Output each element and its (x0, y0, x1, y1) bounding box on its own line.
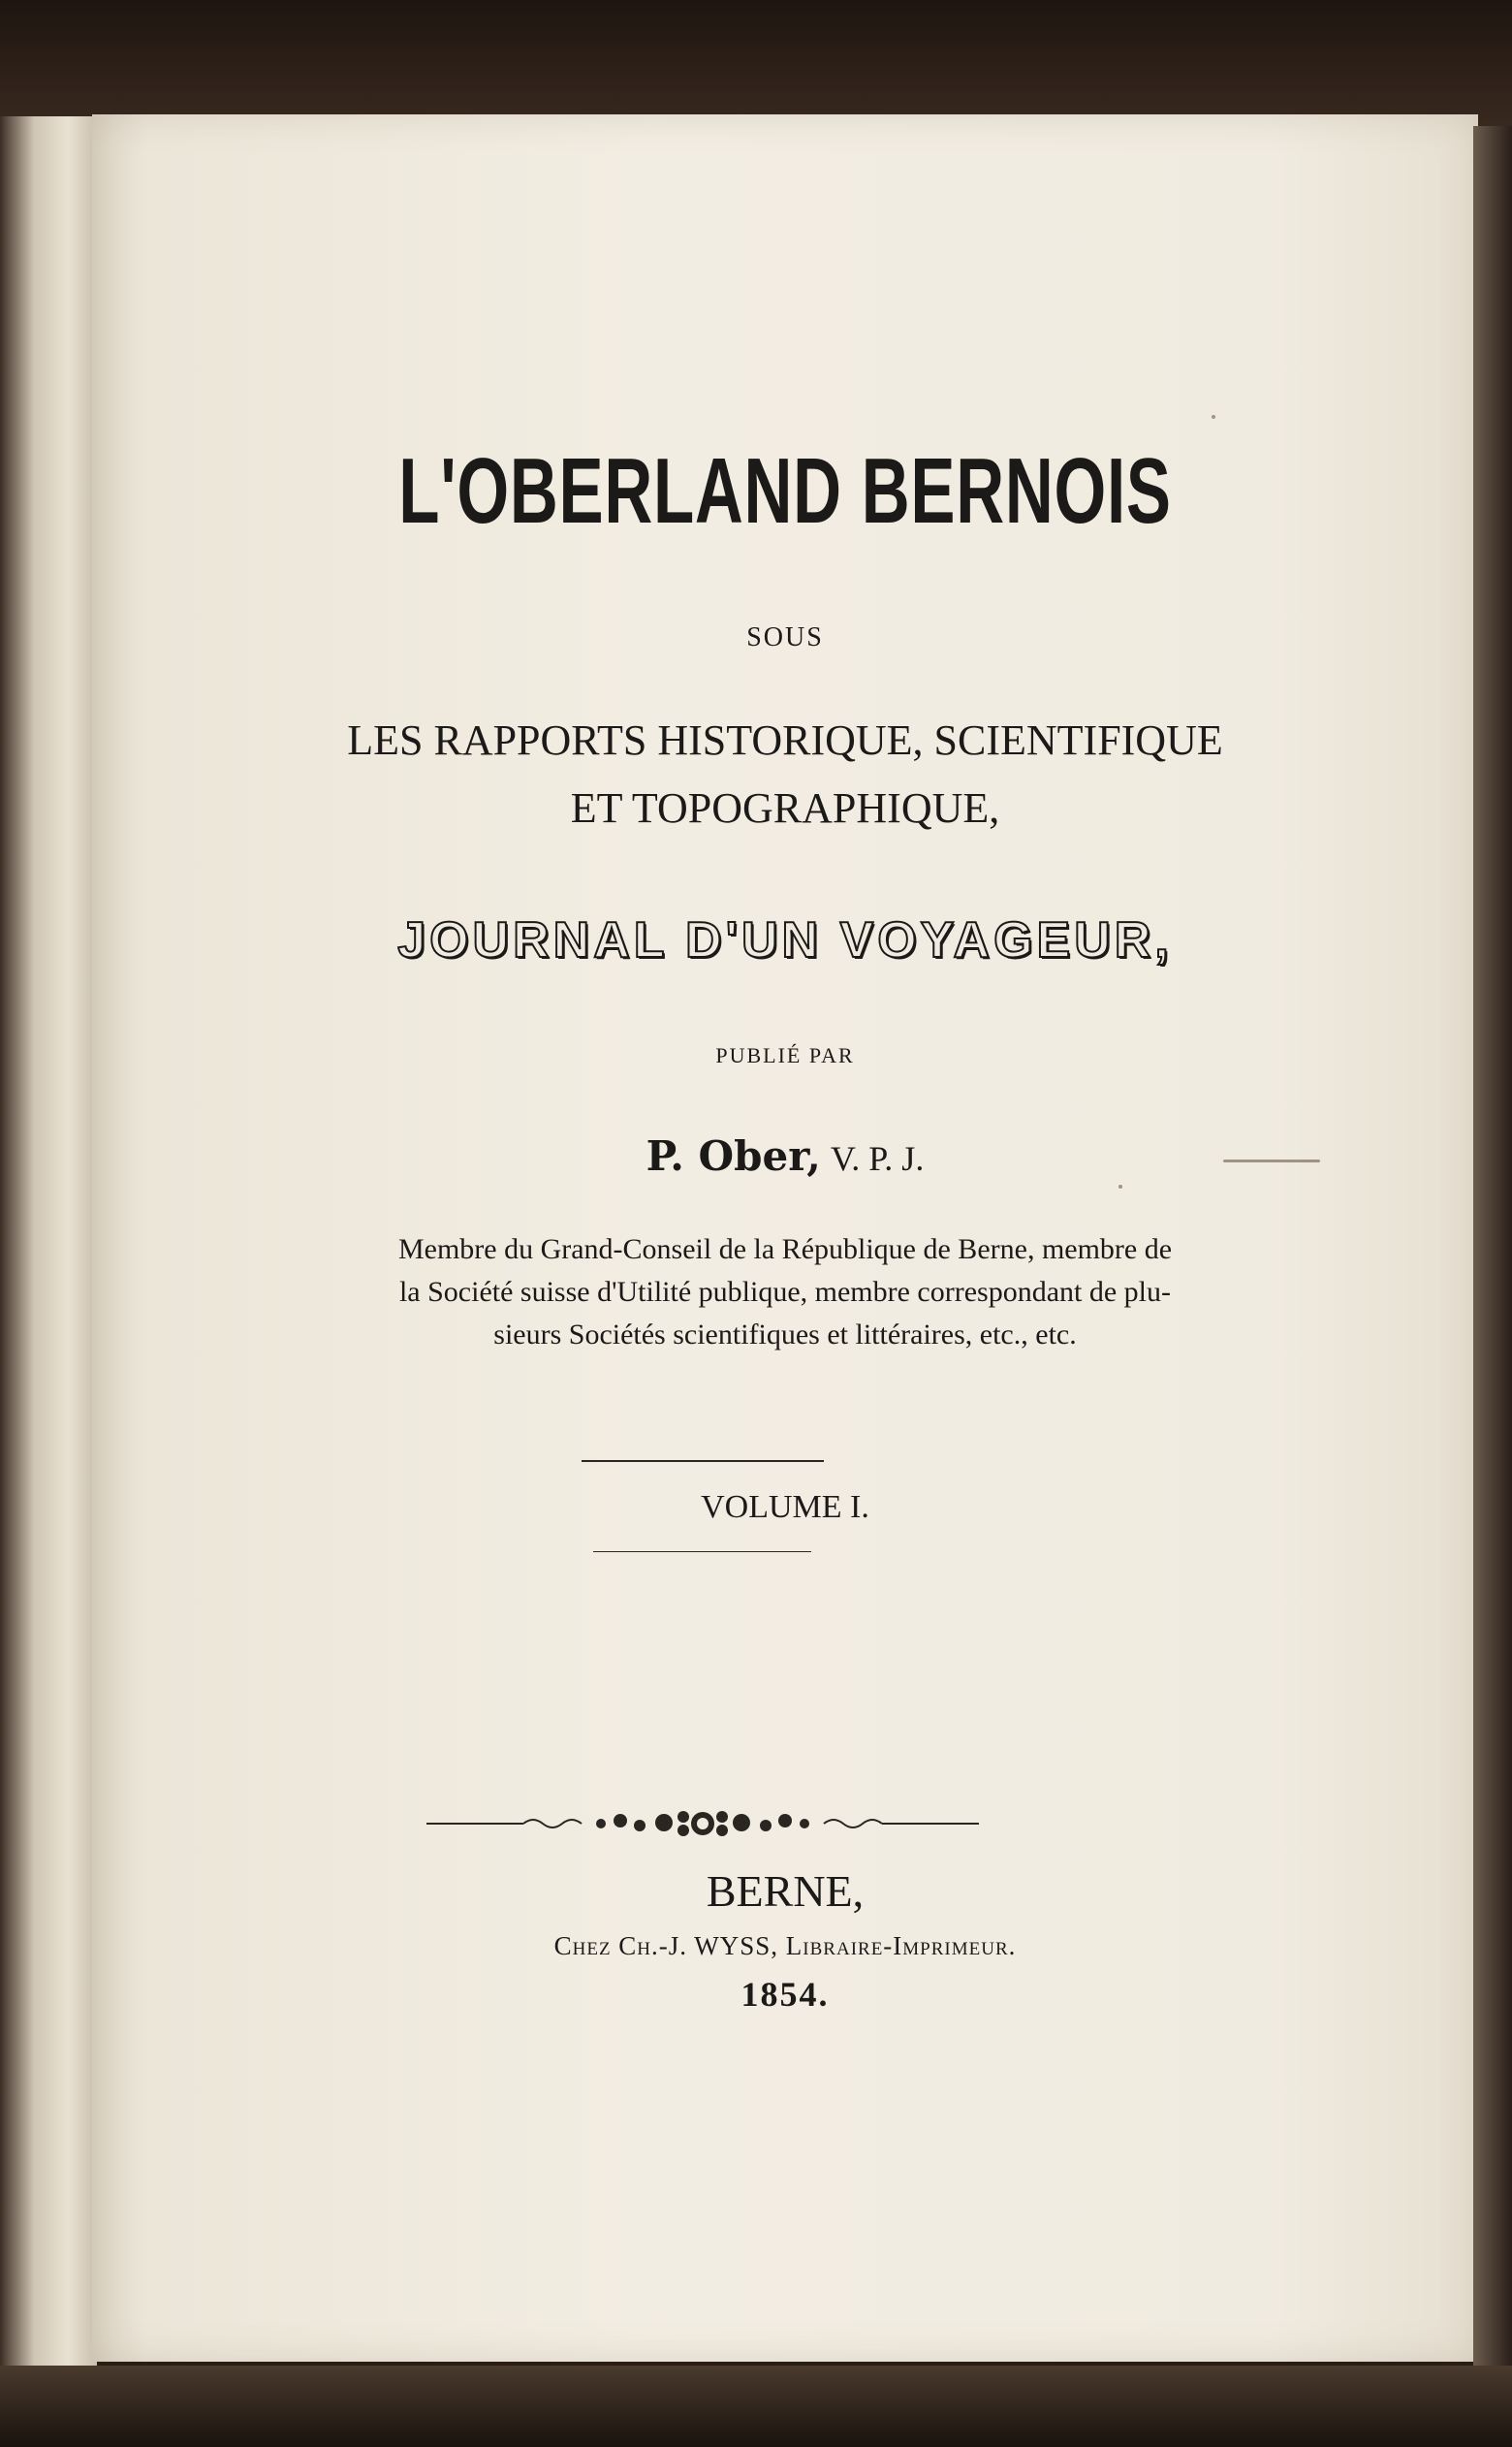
facing-page-edge (0, 116, 97, 2385)
subtitle-line-1: LES RAPPORTS HISTORIQUE, SCIENTIFIQUE (347, 716, 1223, 764)
author-description-line-2: la Société suisse d'Utilité publique, membre correspondant de plu- (398, 1276, 1172, 1308)
paper-mark (1223, 1160, 1320, 1162)
paper-speck (1212, 415, 1215, 419)
author-name: P. Ober, (646, 1132, 821, 1180)
floral-ornament-icon (426, 1799, 979, 1848)
divider-top (582, 1460, 824, 1462)
author-description-line-1: Membre du Grand-Conseil de la République de Berne, membre de (397, 1233, 1173, 1265)
book-right-edge (1473, 126, 1512, 2375)
divider-bottom (593, 1551, 811, 1552)
subtitle-line-2: ET TOPOGRAPHIQUE, (570, 784, 1000, 832)
book-title: L'OBERLAND BERNOIS (398, 439, 1172, 543)
publie-par-text: PUBLIÉ PAR (715, 1043, 855, 1067)
paper-speck (1118, 1185, 1122, 1189)
sous-text: SOUS (746, 622, 824, 652)
printer-line: Chez Ch.-J. WYSS, Libraire-Imprimeur. (553, 1931, 1017, 1960)
author-line (92, 1132, 1478, 1180)
book-bottom-edge (0, 2366, 1512, 2447)
volume-label: VOLUME I. (701, 1489, 869, 1525)
journal-heading: JOURNAL D'UN VOYAGEUR, (397, 912, 1173, 969)
publication-city: BERNE, (706, 1866, 865, 1916)
publication-year: 1854. (740, 1975, 830, 2014)
author-description-line-3: sieurs Sociétés scientifiques et littéraires, etc., etc. (493, 1319, 1077, 1351)
author-titles: V. P. J. (830, 1139, 925, 1178)
